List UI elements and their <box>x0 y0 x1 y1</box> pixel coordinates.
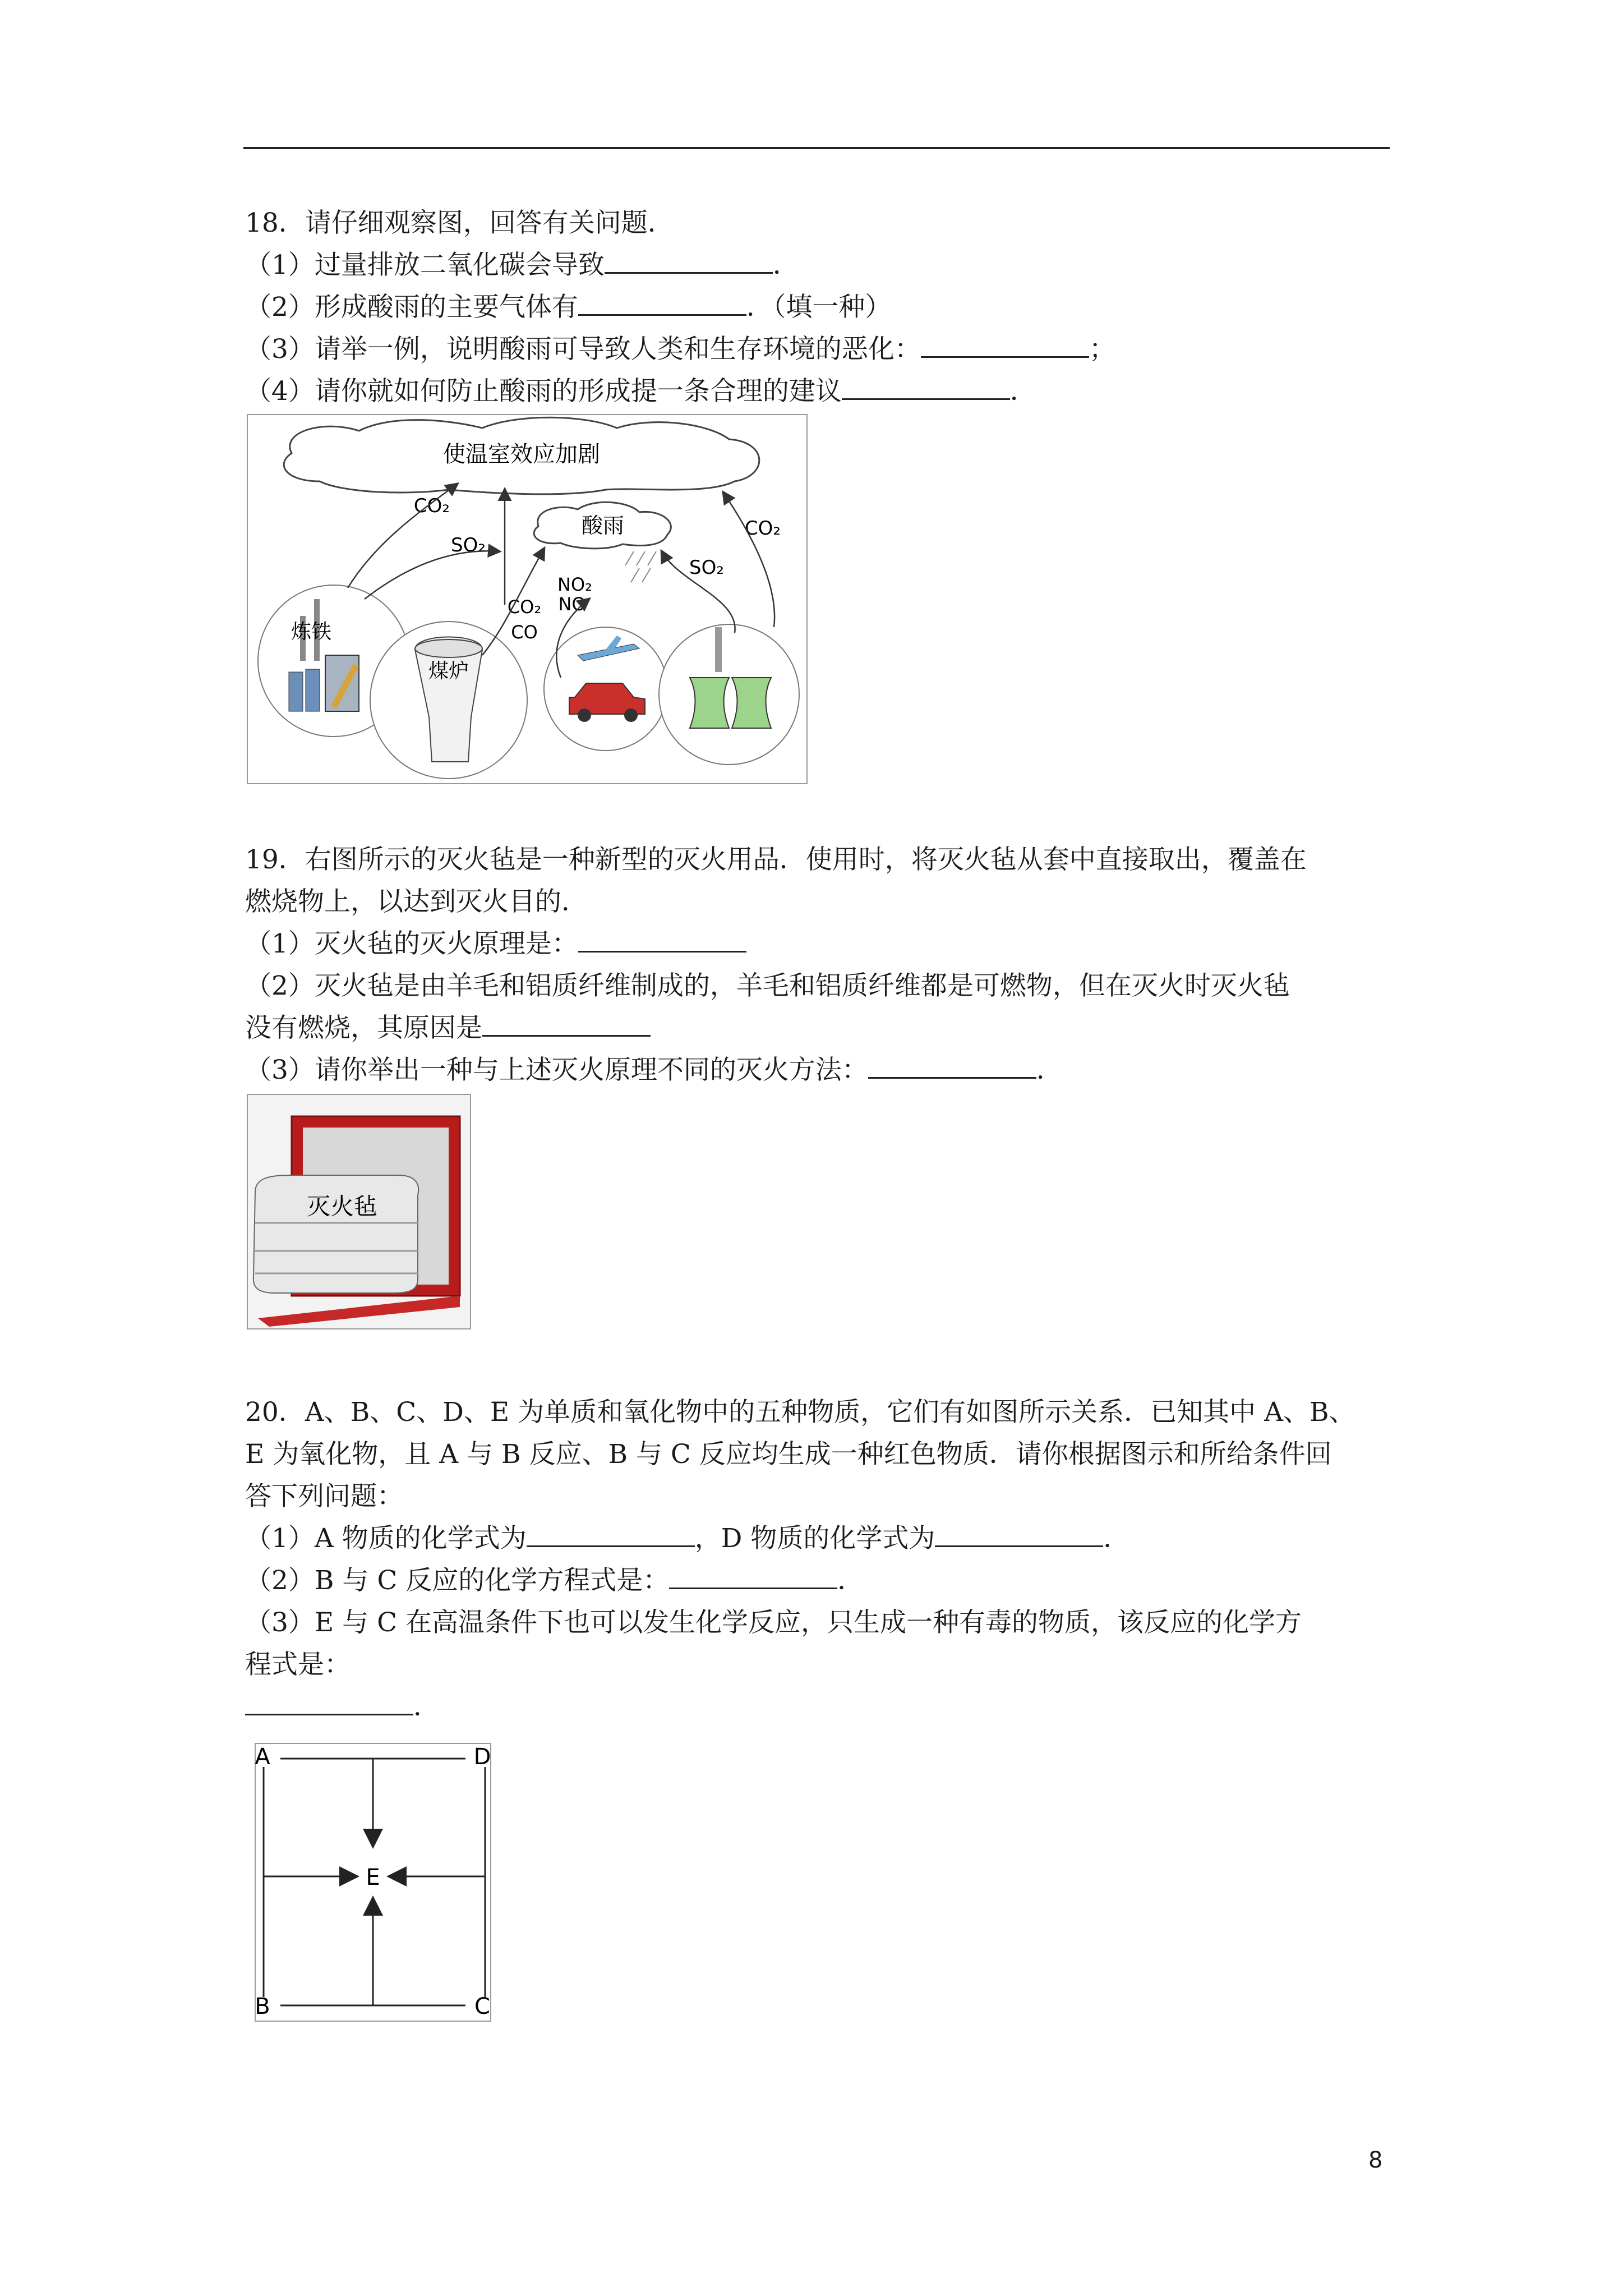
q20-title-line1: 20．A、B、C、D、E 为单质和氧化物中的五种物质，它们有如图所示关系．已知其中 A、B、 <box>245 1397 1355 1428</box>
power-plant-circle <box>659 624 799 765</box>
co2-label-stove: CO₂ <box>507 596 542 618</box>
q19-title-line1: 19．右图所示的灭火毡是一种新型的灭火用品．使用时，将灭火毡从套中直接取出，覆盖在 <box>245 844 1307 875</box>
so2-label-right: SO₂ <box>689 556 724 579</box>
q18-title: 18．请仔细观察图，回答有关问题． <box>245 208 674 238</box>
node-b: B <box>255 1994 270 2019</box>
node-e: E <box>366 1865 380 1890</box>
q19-title-line2: 燃烧物上，以达到灭火目的． <box>245 886 588 917</box>
q20-relation-diagram <box>247 1733 499 2031</box>
co-label: CO <box>511 622 538 643</box>
q19-part2-line2: 没有燃烧，其原因是 <box>245 1013 651 1044</box>
answer-blank[interactable] <box>605 250 773 274</box>
q20-title-line3: 答下列问题： <box>245 1481 403 1512</box>
q20-part1: （1）A 物质的化学式为 ，D 物质的化学式为 ． <box>245 1523 1130 1554</box>
q20-part2: （2）B 与 C 反应的化学方程式是： ． <box>245 1565 864 1596</box>
no-label: NO <box>558 593 586 615</box>
q19-part2-line1: （2）灭火毡是由羊毛和铝质纤维制成的，羊毛和铝质纤维都是可燃物，但在灭火时灭火毡 <box>245 970 1290 1001</box>
answer-blank[interactable] <box>578 928 746 953</box>
stove-label: 煤炉 <box>428 660 469 683</box>
node-d: D <box>473 1744 491 1770</box>
header-rule <box>243 147 1390 149</box>
answer-blank[interactable] <box>245 1691 413 1715</box>
q18-part1: （1）过量排放二氧化碳会导致 ． <box>245 250 799 280</box>
answer-blank[interactable] <box>578 292 746 316</box>
q20-part3-answer: ． <box>245 1691 440 1723</box>
q18-part4: （4）请你就如何防止酸雨的形成提一条合理的建议 ． <box>245 376 1036 407</box>
q19-part1: （1）灭火毡的灭火原理是： <box>245 928 746 960</box>
acid-rain-label: 酸雨 <box>581 513 625 538</box>
q20-part3-line2: 程式是： <box>245 1649 351 1680</box>
so2-label-left: SO₂ <box>451 534 486 556</box>
co2-label-left: CO₂ <box>413 495 450 517</box>
answer-blank[interactable] <box>935 1523 1103 1547</box>
node-c: C <box>474 1994 490 2019</box>
q18-part3: （3）请举一例，说明酸雨可导致人类和生存环境的恶化： ； <box>245 334 1115 365</box>
q18-pollution-diagram <box>247 414 808 784</box>
answer-blank[interactable] <box>527 1523 695 1547</box>
answer-blank[interactable] <box>921 334 1089 358</box>
iron-label: 炼铁 <box>291 620 332 643</box>
fire-blanket-label: 灭火毡 <box>306 1193 378 1220</box>
answer-blank[interactable] <box>842 376 1010 400</box>
page-number: 8 <box>1368 2147 1383 2173</box>
greenhouse-label: 使温室效应加剧 <box>443 441 600 467</box>
q18-part2: （2）形成酸雨的主要气体有 ．（填一种） <box>245 292 892 323</box>
node-a: A <box>255 1744 270 1770</box>
answer-blank[interactable] <box>669 1565 837 1589</box>
fire-blanket-image <box>247 1094 471 1329</box>
q19-part3: （3）请你举出一种与上述灭火原理不同的灭火方法： ． <box>245 1055 1063 1085</box>
answer-blank[interactable] <box>482 1013 651 1037</box>
no2-label: NO₂ <box>557 574 592 595</box>
q20-title-line2: E 为氧化物，且 A 与 B 反应、B 与 C 反应均生成一种红色物质．请你根据图示和所给条件回 <box>245 1439 1332 1470</box>
co2-label-right: CO₂ <box>744 517 781 540</box>
answer-blank[interactable] <box>868 1055 1036 1079</box>
q20-part3-line1: （3）E 与 C 在高温条件下也可以发生化学反应，只生成一种有毒的物质，该反应的化学方 <box>245 1607 1302 1638</box>
